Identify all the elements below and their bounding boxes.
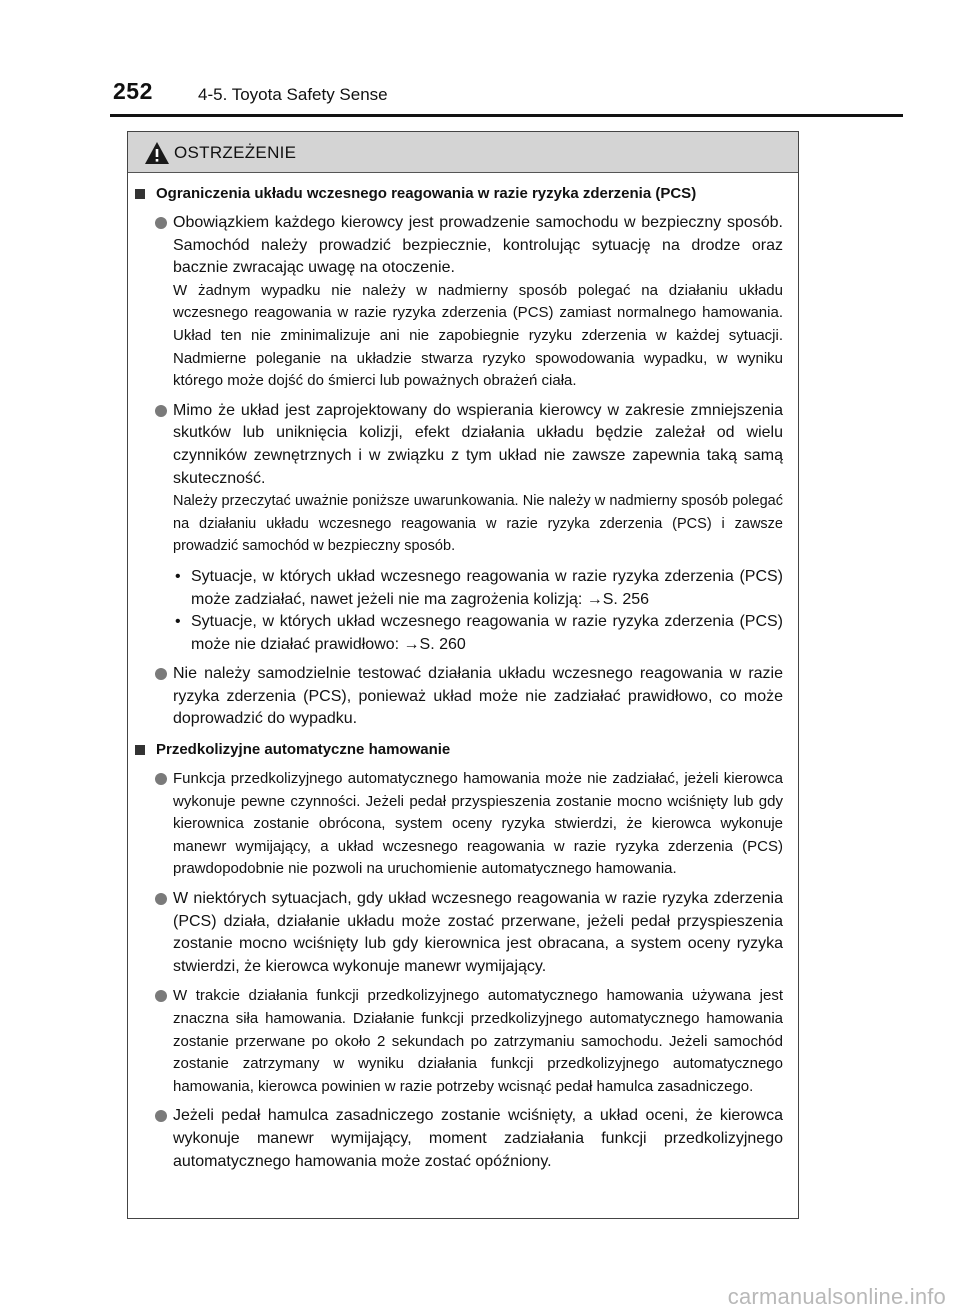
dot-bullet-icon: • bbox=[175, 613, 181, 631]
section-heading-text: Przedkolizyjne automatyczne hamowanie bbox=[156, 741, 451, 759]
item-paragraph: W trakcie działania funkcji przedkolizyjnego automatycznego hamowania używana jest znaczna siła hamowania. Działanie funkcji przedkolizyjnego automatycznego hamowania zostanie przerwane po około 2 sekundach po zatrzymaniu samochodu. Jeżeli samochód zostanie zatrzymany w wyniku działania funkcji przedkolizyjnego automatycznego hamowania, kierowca powinien w razie potrzeby wcisnąć pedał hamulca zasadniczego. bbox=[173, 987, 783, 1095]
sub-item-text: Sytuacje, w których układ wczesnego reagowania w razie ryzyka zderzenia (PCS) może zadziałać, nawet jeżeli nie ma zagrożenia kolizją: →S. 256 bbox=[191, 567, 783, 608]
section-heading-text: Ograniczenia układu wczesnego reagowania w razie ryzyka zderzenia (PCS) bbox=[156, 185, 697, 202]
warning-item bbox=[128, 663, 783, 731]
item-paragraph: Funkcja przedkolizyjnego automatycznego hamowania może nie zadziałać, jeżeli kierowca wykonuje pewne czynności. Jeżeli pedał przyspieszenia zostanie mocno wciśnięty lub gdy kierownica zostanie obrócona, system oceny ryzyka stwierdzi, że kierowca wykonuje manewr wymijający, a układ wczesnego reagowania w razie ryzyka zderzenia (PCS) prawdopodobnie nie pozwoli na uruchomienie automatycznego hamowania. bbox=[173, 770, 783, 878]
warning-item bbox=[128, 212, 783, 393]
warning-item bbox=[128, 768, 783, 881]
item-paragraph: Mimo że układ jest zaprojektowany do wspierania kierowcy w zakresie zmniejszenia skutków lub uniknięcia kolizji, efekt działania układu będzie zależał od wielu czynników zewnętrznych i w związku z tym układ nie zawsze zapewnia taką samą skuteczność. bbox=[173, 401, 783, 487]
item-paragraph: W żadnym wypadku nie należy w nadmierny sposób polegać na działaniu układu wczesnego reagowania w razie ryzyka zderzenia (PCS) zamiast normalnego hamowania. Układ ten nie zminimalizuje ani nie zapobiegnie ryzyku zderzenia w każdej sytuacji. Nadmierne poleganie na układzie stwarza ryzyko spowodowania wypadku, w wyniku którego może dojść do śmierci lub poważnych obrażeń ciała. bbox=[173, 281, 783, 390]
item-paragraph: Nie należy samodzielnie testować działania układu wczesnego reagowania w razie ryzyka zderzenia (PCS), ponieważ układ może nie zadziałać prawidłowo, co może doprowadzić do wypadku. bbox=[173, 665, 783, 728]
warning-title: OSTRZEŻENIE bbox=[174, 143, 297, 162]
sub-item bbox=[173, 566, 783, 611]
warning-header bbox=[128, 132, 798, 173]
sub-item-text: Sytuacje, w których układ wczesnego reagowania w razie ryzyka zderzenia (PCS) może nie działać prawidłowo: →S. 260 bbox=[191, 613, 783, 653]
watermark: carmanualsonline.info bbox=[727, 1284, 946, 1309]
warning-triangle-icon bbox=[144, 141, 170, 165]
page-header bbox=[0, 0, 960, 118]
round-bullet-icon bbox=[155, 405, 167, 417]
header-divider bbox=[110, 114, 903, 117]
warning-body bbox=[128, 173, 798, 1173]
round-bullet-icon bbox=[155, 668, 167, 680]
round-bullet-icon bbox=[155, 893, 167, 905]
section-heading-pre-collision-braking bbox=[128, 739, 783, 761]
round-bullet-icon bbox=[155, 217, 167, 229]
item-paragraph: W niektórych sytuacjach, gdy układ wczesnego reagowania w razie ryzyka zderzenia (PCS) działa, działanie układu może zostać przerwane, jeżeli pedał przyspieszenia zostanie mocno wciśnięty lub gdy kierownica jest obracana, a system oceny ryzyka stwierdzi, że kierowca wykonuje manewr wymijający. bbox=[173, 890, 783, 975]
page-number: 252 bbox=[113, 78, 153, 104]
section-heading-pcs-limitations bbox=[128, 183, 783, 205]
square-bullet-icon bbox=[135, 189, 145, 199]
warning-item bbox=[128, 400, 783, 657]
warning-box bbox=[127, 131, 799, 1219]
item-paragraph: Jeżeli pedał hamulca zasadniczego zostanie wciśnięty, a układ oceni, że kierowca wykonuje manewr wymijający, moment zadziałania funkcji przedkolizyjnego automatycznego hamowania może zostać opóźniony. bbox=[173, 1107, 783, 1170]
item-paragraph: Należy przeczytać uważnie poniższe uwarunkowania. Nie należy w nadmierny sposób polegać na działaniu układu wczesnego reagowania w razie ryzyka zderzenia (PCS) i zawsze prowadzić samochód w bezpieczny sposób. bbox=[173, 493, 783, 555]
warning-item bbox=[128, 888, 783, 978]
round-bullet-icon bbox=[155, 990, 167, 1002]
round-bullet-icon bbox=[155, 1110, 167, 1122]
round-bullet-icon bbox=[155, 773, 167, 785]
item-paragraph: Obowiązkiem każdego kierowcy jest prowadzenie samochodu w bezpieczny sposób. Samochód należy prowadzić bezpiecznie, kontrolując sytuację na drodze oraz bacznie zwracając uwagę na otoczenie. bbox=[173, 214, 783, 277]
warning-item bbox=[128, 985, 783, 1098]
warning-item bbox=[128, 1105, 783, 1173]
sub-item bbox=[173, 611, 783, 656]
dot-bullet-icon: • bbox=[175, 567, 181, 585]
square-bullet-icon bbox=[135, 745, 145, 755]
section-title: 4-5. Toyota Safety Sense bbox=[198, 85, 388, 104]
